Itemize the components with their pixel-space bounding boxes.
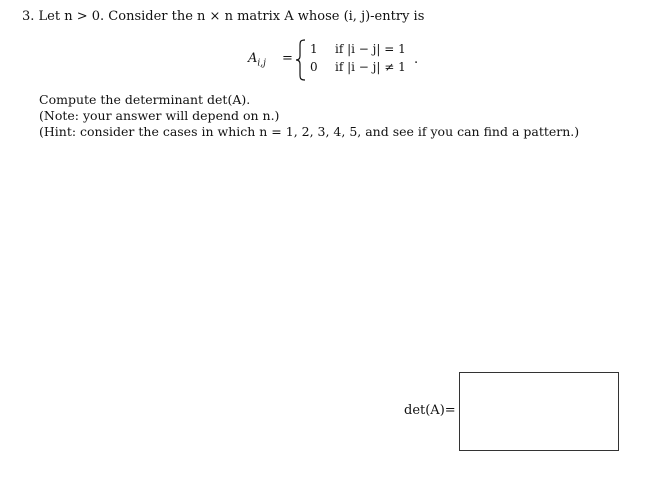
instructions bbox=[39, 92, 579, 140]
problem-text: Let n > 0. Consider the n × n matrix A whose (i, j)-entry is bbox=[38, 9, 425, 24]
formula-lhs: $A_{i,j}$ bbox=[248, 51, 266, 69]
instruction-note: (Note: your answer will depend on n.) bbox=[39, 108, 280, 123]
problem-statement bbox=[22, 9, 424, 24]
problem-number: 3. bbox=[22, 9, 35, 24]
case-1-value: 1 bbox=[310, 42, 318, 56]
instruction-compute: Compute the determinant det(A). bbox=[39, 92, 251, 107]
piecewise-formula bbox=[248, 38, 438, 82]
case-2-value: 0 bbox=[310, 60, 318, 74]
formula-equals: = bbox=[282, 51, 293, 66]
instruction-hint: (Hint: consider the cases in which n = 1, 2, 3, 4, 5, and see if you can find a pattern.) bbox=[39, 124, 580, 139]
case-1-condition: if |i − j| = 1 bbox=[335, 42, 406, 56]
left-brace-icon bbox=[295, 38, 307, 82]
answer-input-box[interactable] bbox=[459, 372, 619, 451]
formula-terminator: . bbox=[414, 52, 419, 67]
answer-label: det(A)= bbox=[404, 403, 456, 418]
case-2-condition: if |i − j| ≠ 1 bbox=[335, 60, 406, 74]
